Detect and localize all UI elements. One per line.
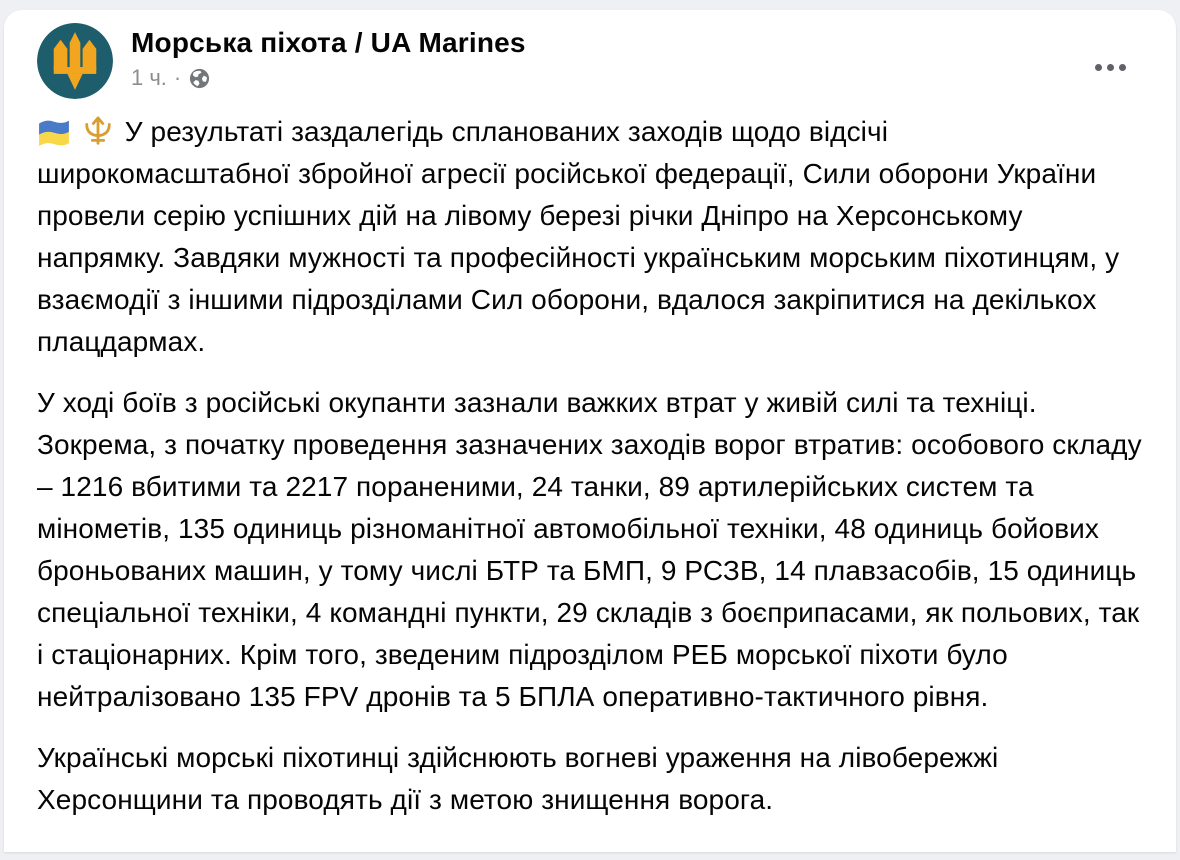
globe-icon [188, 67, 211, 90]
header-text [131, 23, 526, 91]
post-text: У результаті заздалегідь спланованих заходів щодо відсічі широкомасштабної збройної агресії російської федерації, Сили оборони України провели серію успішних дій на лівому березі річки Дніпро на Херсонському напрямку. Завдяки мужності та професійності українським морським піхотинцям, у взаємодії з іншими підрозділами Сил оборони, вдалося закріпитися на декількох плацдармах. [37, 116, 1120, 357]
avatar[interactable] [37, 23, 113, 99]
ukraine-flag-emoji [37, 118, 71, 146]
post-paragraph: У ході боїв з російські окупанти зазнали важких втрат у живій силі та техніці. Зокрема, з початку проведення зазначених заходів ворог втратив: особового складу – 1216 вбитими та 2217 пораненими, 24 танки, 89 артилерійських систем та мінометів, 135 одиниць різноманітної автомобільної техніки, 48 одиниць бойових броньованих машин, у тому числі БТР та БМП, 9 РСЗВ, 14 плавзасобів, 15 одиниць спеціальної техніки, 4 командні пункти, 29 складів з боєприпасами, як польових, так і стаціонарних. Крім того, зведеним підрозділом РЕБ морської піхоти було нейтралізовано 135 FPV дронів та 5 БПЛА оперативно-тактичного рівня. [37, 387, 1142, 712]
post-paragraph [37, 111, 1146, 363]
timestamp[interactable]: 1 ч. [131, 65, 167, 90]
marines-trident-icon [37, 23, 113, 99]
post-body [4, 109, 1176, 860]
more-options-button[interactable] [1085, 54, 1136, 81]
ellipsis-icon [1095, 64, 1126, 71]
post-meta [131, 65, 526, 91]
meta-separator: · [173, 65, 182, 90]
post-header [4, 10, 1176, 109]
post-card [4, 10, 1176, 852]
trident-emoji [83, 116, 113, 146]
page-name[interactable]: Морська піхота / UA Marines [131, 27, 526, 58]
post-paragraph: Українські морські піхотинці здійснюють вогневі ураження на лівобережжі Херсонщини та проводять дії з метою знищення ворога. [37, 742, 999, 815]
